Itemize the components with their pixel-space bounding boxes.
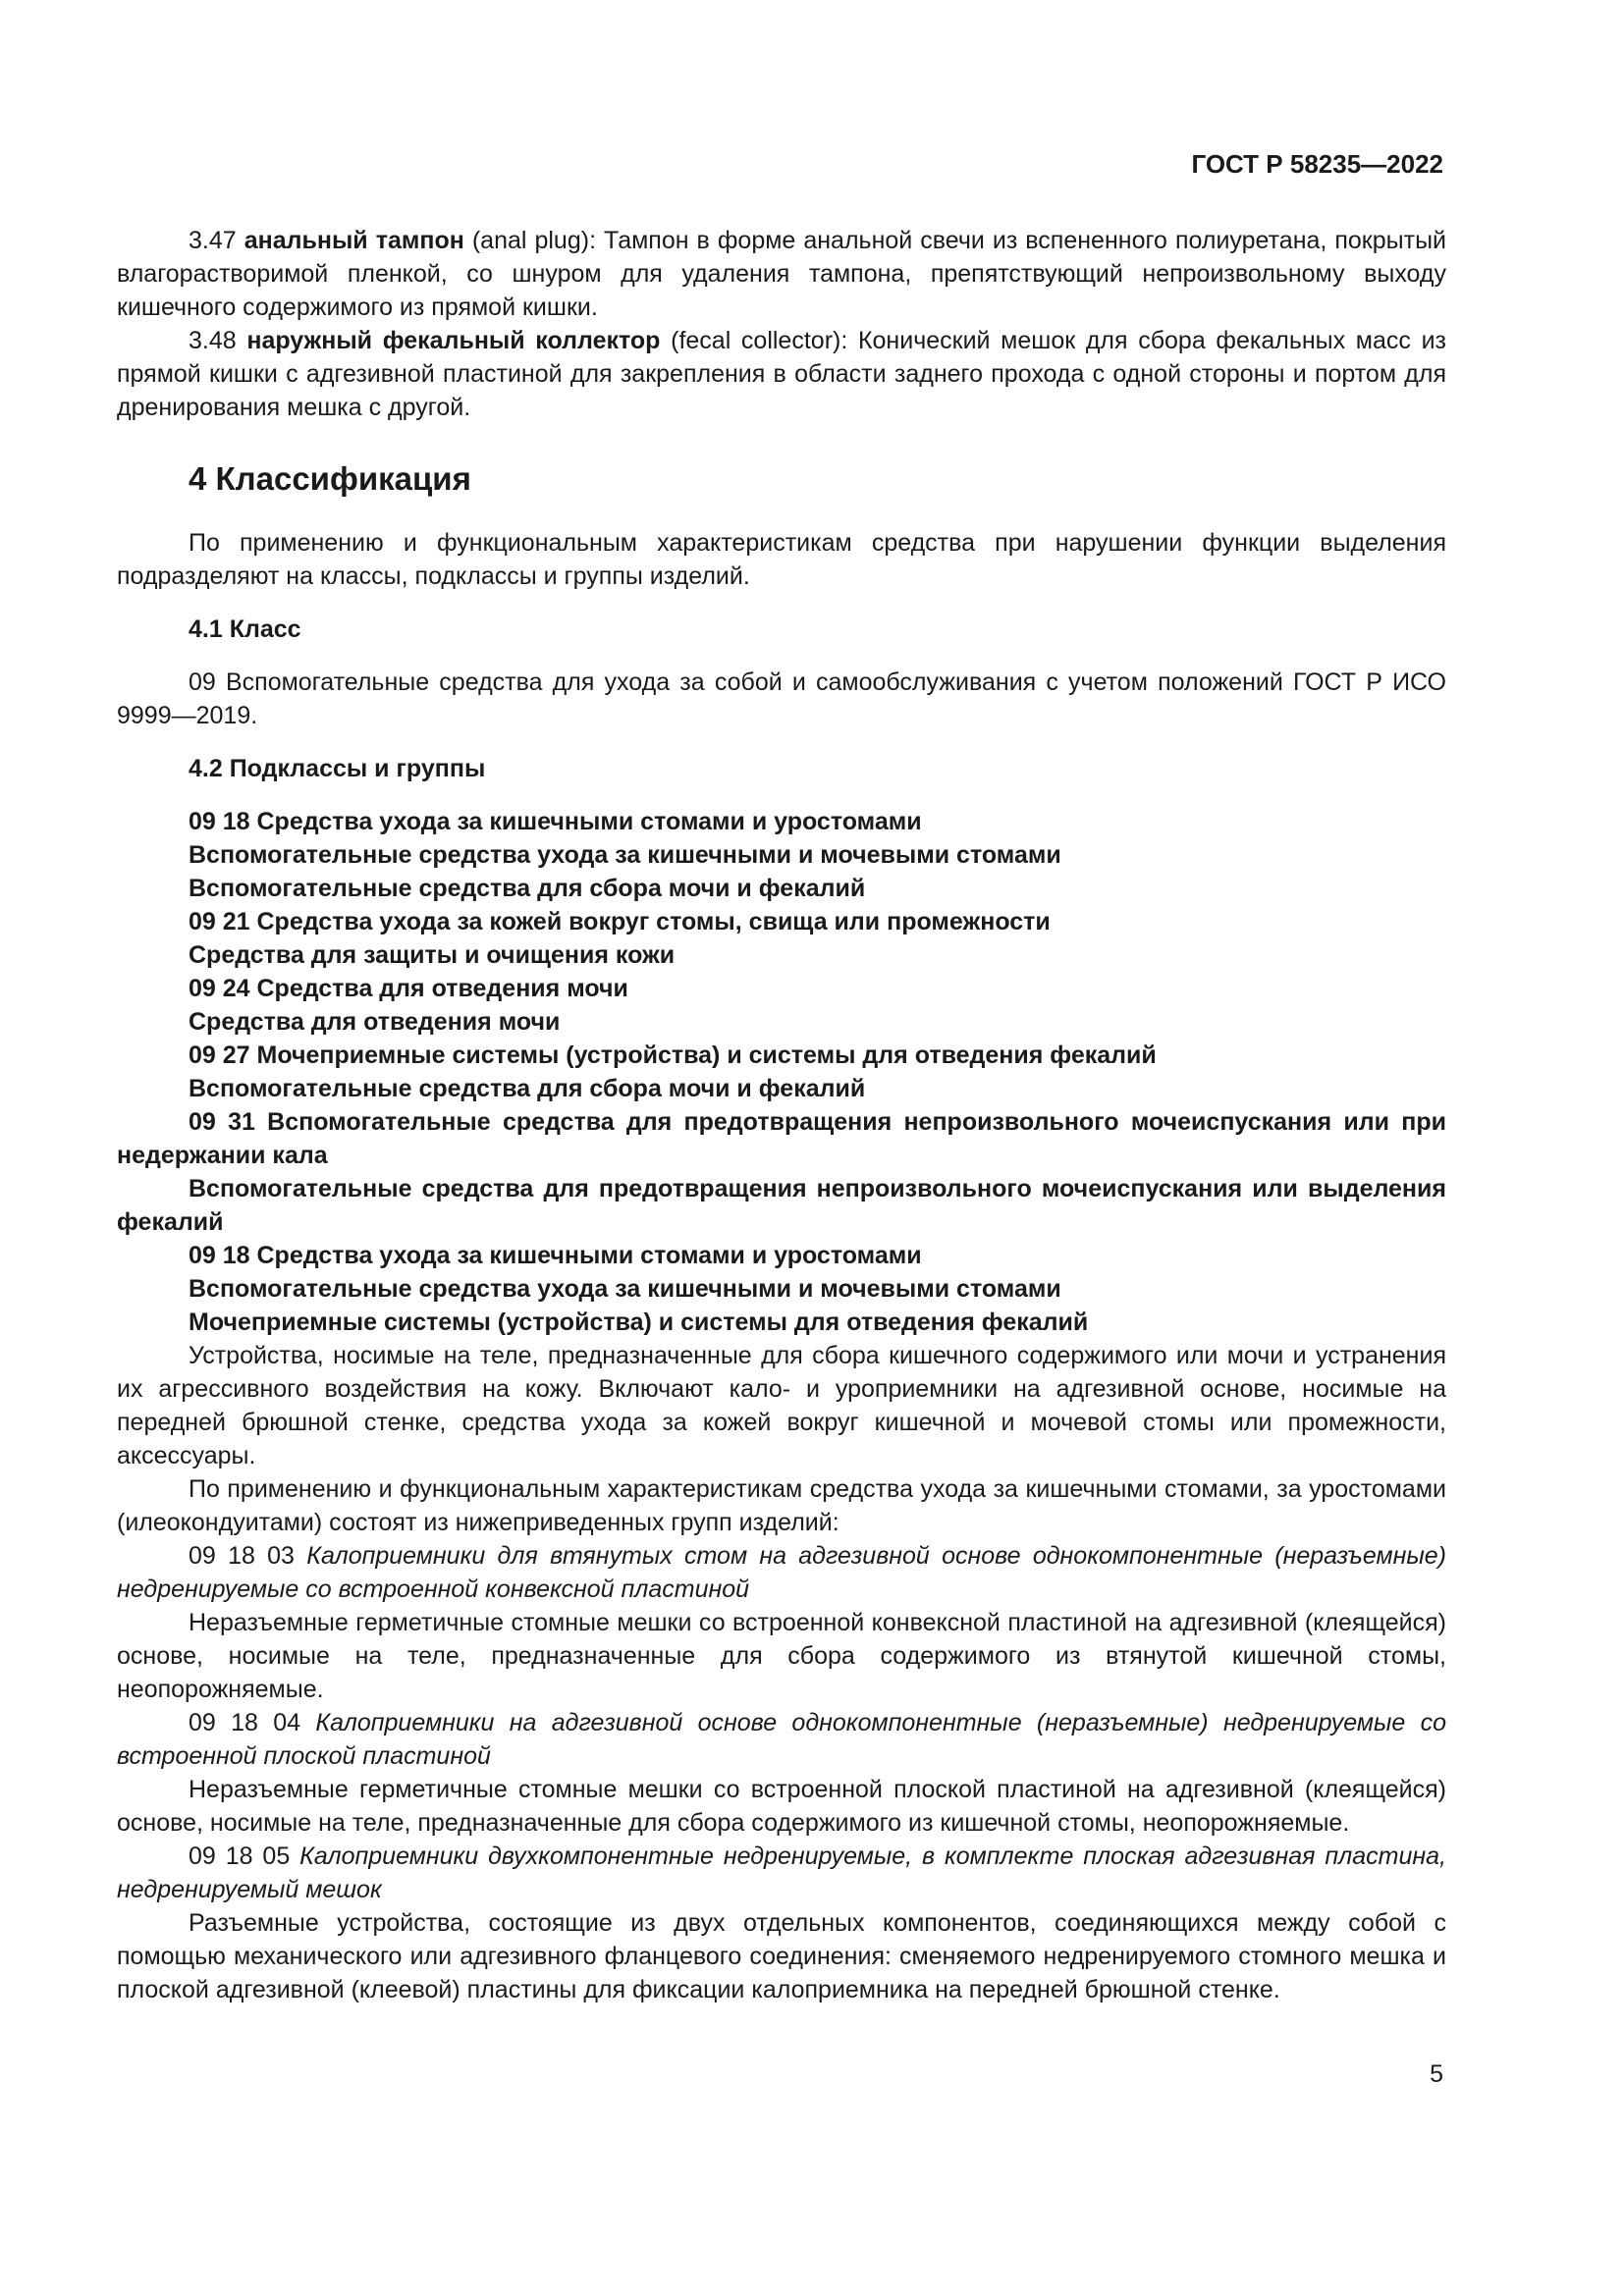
- term-english: (fecal collector):: [671, 327, 848, 354]
- subclass-line: Вспомогательные средства для сбора мочи и фекалий: [189, 875, 866, 902]
- group-heading: [117, 1840, 1446, 1906]
- page-number: 5: [1430, 2060, 1443, 2088]
- group-description: Разъемные устройства, состоящие из двух отдельных компонентов, соединяющихся между собой с помощью механического или адгезивного фланцевого соединения: сменяемого недренируемого стомного мешка и плоской адгезивной (клеевой) пластины для фиксации калоприемника на передней брюшной стенке.: [117, 1909, 1446, 2003]
- subclass-line: Вспомогательные средства ухода за кишечными и мочевыми стомами: [189, 1275, 1061, 1303]
- subclass-line: 09 18 Средства ухода за кишечными стомами и уростомами: [189, 808, 922, 835]
- subsection-title-4-2: 4.2 Подклассы и группы: [189, 755, 486, 782]
- term-number: 3.48: [189, 327, 237, 354]
- subclass-line: Средства для отведения мочи: [189, 1008, 561, 1036]
- group-code: 09 18 05: [189, 1842, 291, 1870]
- term-number: 3.47: [189, 227, 237, 254]
- group-name: Калоприемники на адгезивной основе однокомпонентные (неразъемные) недренируемые со встроенной плоской пластиной: [117, 1709, 1446, 1770]
- group-heading: [117, 1539, 1446, 1606]
- group-code: 09 18 03: [189, 1542, 295, 1570]
- subclass-line: Средства для защиты и очищения кожи: [189, 941, 676, 969]
- term-definition: Тампон в форме анальной свечи из вспененного полиуретана, покрытый влагорастворимой пленкой, со шнуром для удаления тампона, препятствующий непроизвольному выходу кишечного содержимого из прямой кишки.: [117, 227, 1447, 321]
- subclass-line: Вспомогательные средства для сбора мочи и фекалий: [189, 1075, 866, 1102]
- group-name: Калоприемники для втянутых стом на адгезивной основе однокомпонентные (неразъемные) недренируемые со встроенной конвексной пластиной: [117, 1542, 1446, 1603]
- term-definition: Конический мешок для сбора фекальных масс из прямой кишки с адгезивной пластиной для закрепления в области заднего прохода с одной стороны и портом для дренирования мешка с другой.: [117, 327, 1446, 421]
- description-paragraph: По применению и функциональным характеристикам средства ухода за кишечными стомами, за уростомами (илеокондуитами) состоят из нижеприведенных групп изделий:: [117, 1475, 1446, 1536]
- subclass-line: 09 21 Средства ухода за кожей вокруг стомы, свища или промежности: [189, 908, 1051, 935]
- term-english: (anal plug):: [471, 227, 597, 254]
- subclass-line: Мочеприемные системы (устройства) и системы для отведения фекалий: [189, 1308, 1089, 1336]
- subclass-line: 09 31 Вспомогательные средства для предотвращения непроизвольного мочеиспускания или при недержании кала: [117, 1108, 1446, 1169]
- section-title: 4 Классификация: [189, 460, 471, 497]
- class-text: 09 Вспомогательные средства для ухода за собой и самообслуживания с учетом положений ГОСТ Р ИСО 9999—2019.: [117, 668, 1446, 729]
- subsection-title-4-1: 4.1 Класс: [189, 615, 301, 643]
- subclass-line: 09 18 Средства ухода за кишечными стомами и уростомами: [189, 1242, 922, 1269]
- description-paragraph: Устройства, носимые на теле, предназначенные для сбора кишечного содержимого или мочи и устранения их агрессивного воздействия на кожу. Включают кало- и уроприемники на адгезивной основе, носимые на передней брюшной стенке, средства ухода за кожей вокруг кишечной и мочевой стомы или промежности, аксессуары.: [117, 1342, 1446, 1469]
- document-header: ГОСТ Р 58235—2022: [1191, 149, 1443, 179]
- subclass-list: [117, 805, 1446, 1339]
- group-description: Неразъемные герметичные стомные мешки со встроенной конвексной пластиной на адгезивной (клеящейся) основе, носимые на теле, предназначенные для сбора содержимого из втянутой кишечной стомы, неопорожняемые.: [117, 1609, 1446, 1703]
- group-description: Неразъемные герметичные стомные мешки со встроенной плоской пластиной на адгезивной (клеящейся) основе, носимые на теле, предназначенные для сбора содержимого из кишечной стомы, неопорожняемые.: [117, 1776, 1446, 1837]
- section-intro: По применению и функциональным характеристикам средства при нарушении функции выделения подразделяют на классы, подклассы и группы изделий.: [117, 529, 1446, 590]
- page-content: [117, 224, 1446, 2006]
- group-heading: [117, 1706, 1446, 1773]
- subclass-line: 09 24 Средства для отведения мочи: [189, 975, 628, 1002]
- term-name: наружный фекальный коллектор: [246, 327, 661, 354]
- term-3-48: [117, 324, 1446, 424]
- subclass-line: Вспомогательные средства ухода за кишечными и мочевыми стомами: [189, 841, 1061, 869]
- term-name: анальный тампон: [244, 227, 464, 254]
- subclass-line: Вспомогательные средства для предотвращения непроизвольного мочеиспускания или выделения фекалий: [117, 1175, 1446, 1236]
- term-3-47: [117, 224, 1446, 324]
- group-code: 09 18 04: [189, 1709, 301, 1736]
- subclass-line: 09 27 Мочеприемные системы (устройства) и системы для отведения фекалий: [189, 1041, 1157, 1069]
- group-name: Калоприемники двухкомпонентные недренируемые, в комплекте плоская адгезивная пластина, недренируемый мешок: [117, 1842, 1446, 1903]
